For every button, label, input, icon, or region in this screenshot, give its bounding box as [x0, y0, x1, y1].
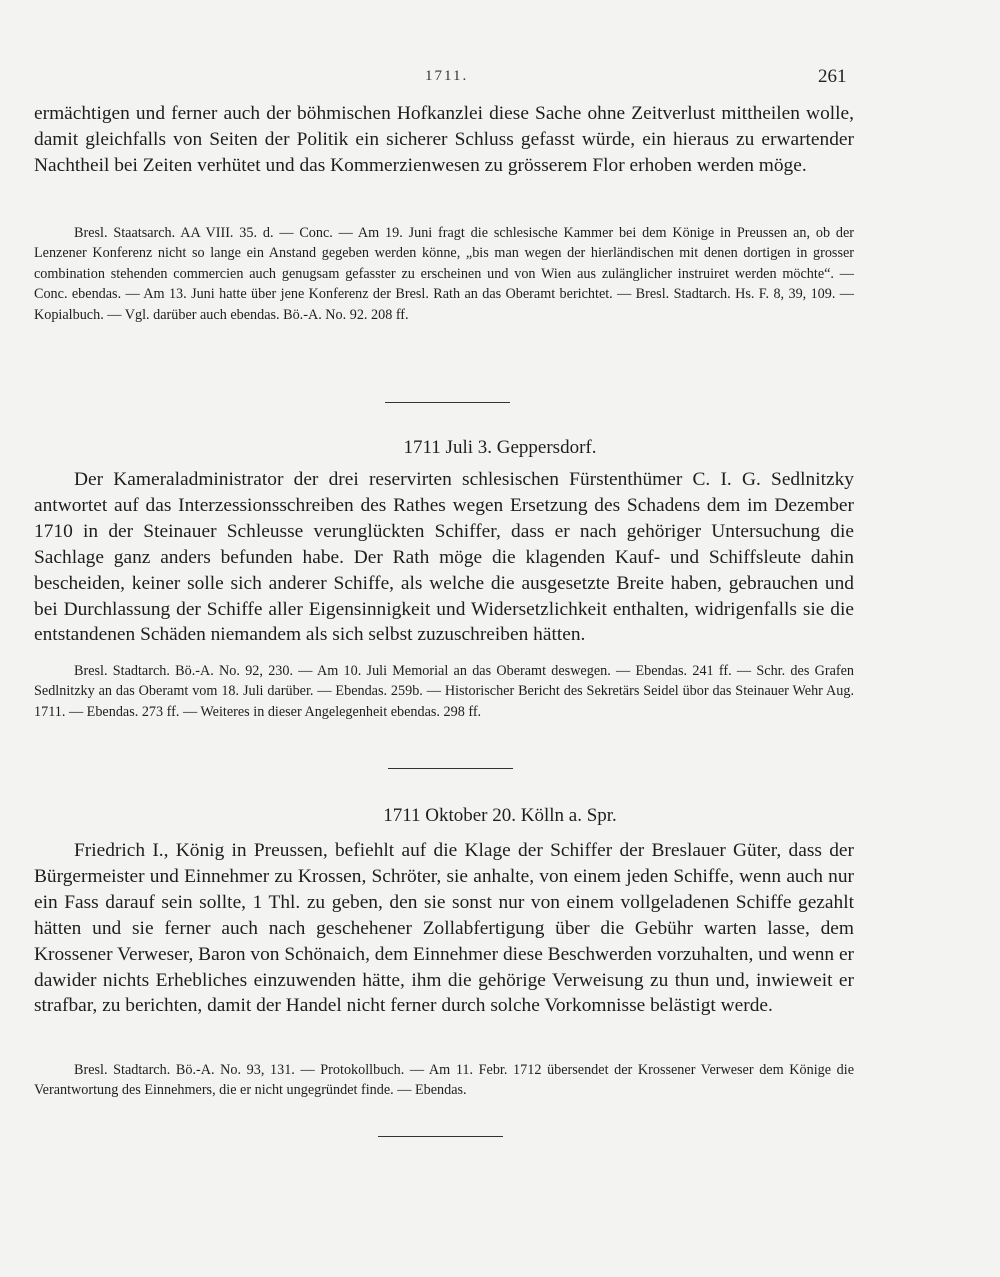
section1-footnote: Bresl. Staatsarch. AA VIII. 35. d. — Conc. — Am 19. Juni fragt die schlesische Kammer bei dem Könige in Preussen an, ob der Lenzener Konferenz nicht so lange ein Anstand gegeben werden könne, „bis man wegen der hierländischen mit denen dortigen in grosser combination stehenden commercien auch genugsam gefasster zu erscheinen und von Wien aus zulänglicher instruiret werden möchte“. — Conc. ebendas. — Am 13. Juni hatte über jene Konferenz der Bresl. Rath an das Oberamt berichtet. — Bresl. Stadtarch. Hs. F. 8, 39, 109. — Kopialbuch. — Vgl. darüber auch ebendas. Bö.-A. No. 92. 208 ff. — [34, 225, 854, 323]
running-header — [0, 66, 1000, 90]
section1-paragraph: ermächtigen und ferner auch der böhmischen Hofkanzlei diese Sache ohne Zeitverlust mittheilen wolle, damit gleichfalls von Seiten der Politik ein sicherer Schluss gefasst würde, ein hieraus zu erwartender Nachtheil bei Zeiten verhütet und das Kommerzienwesen zu grösserem Flor erhoben werden möge. — [34, 103, 854, 176]
section2-heading: 1711 Juli 3. Geppersdorf. — [403, 437, 597, 458]
section2-paragraph: Der Kameraladministrator der drei reservirten schlesischen Fürstenthümer C. I. G. Sedlnitzky antwortet auf das Interzessionsschreiben des Rathes wegen Ersetzung des Schadens dem im Dezember 1710 in der Steinauer Schleusse verunglückten Schiffer, dass er nach gehöriger Untersuchung die Sachlage ganz anders befunden habe. Der Rath möge die klagenden Kauf- und Schiffsleute dahin bescheiden, keiner solle sich anderer Schiffe, als welche die ausgesetzte Breite haben, gebrauchen und bei Durchlassung der Schiffe aller Eigensinnigkeit und Widersetzlichkeit enthalten, widrigenfalls sie die entstandenen Schäden niemandem als sich selbst zuzuschreiben hätten. — [34, 469, 854, 646]
section-divider-2 — [388, 768, 513, 769]
section-divider-1 — [385, 402, 510, 403]
section3-heading: 1711 Oktober 20. Kölln a. Spr. — [383, 805, 617, 826]
section3-paragraph: Friedrich I., König in Preussen, befiehlt auf die Klage der Schiffer der Breslauer Güter, dass der Bürgermeister und Einnehmer zu Krossen, Schröter, sie anhalte, von einem jeden Schiffe, wenn auch nur ein Fass darauf sein sollte, 1 Thl. zu geben, den sie sonst nur von einem vollgeladenen Schiffe gezahlt hätten und sie ferner auch nach geschehener Zollabfertigung über die Gebühr warten lasse, dem Krossener Verweser, Baron von Schönaich, dem Einnehmer diese Beschwerden vorzuhalten, und wenn er dawider nichts Erhebliches einzuwenden hätte, ihm die gehörige Verweisung zu thun und, inwieweit er strafbar, zu berichten, damit der Handel nicht ferner durch solche Vorkomnisse belästigt werde. — [34, 840, 855, 1017]
section2-footnote: Bresl. Stadtarch. Bö.-A. No. 92, 230. — Am 10. Juli Memorial an das Oberamt deswegen. — Ebendas. 241 ff. — Schr. des Grafen Sedlnitzky an das Oberamt vom 18. Juli darüber. — Ebendas. 259b. — Historischer Bericht des Sekretärs Seidel übor das Steinauer Wehr Aug. 1711. — Ebendas. 273 ff. — Weiteres in dieser Angelegenheit ebendas. 298 ff. — [34, 663, 854, 720]
section3-footnote: Bresl. Stadtarch. Bö.-A. No. 93, 131. — Protokollbuch. — Am 11. Febr. 1712 übersendet der Krossener Verweser dem Könige die Verantwortung des Einnehmers, die er nicht ungegründet finde. — Ebendas. — [34, 1062, 854, 1099]
header-year: 1711. — [425, 68, 469, 84]
page-number: 261 — [818, 66, 847, 87]
section-divider-3 — [378, 1136, 503, 1137]
